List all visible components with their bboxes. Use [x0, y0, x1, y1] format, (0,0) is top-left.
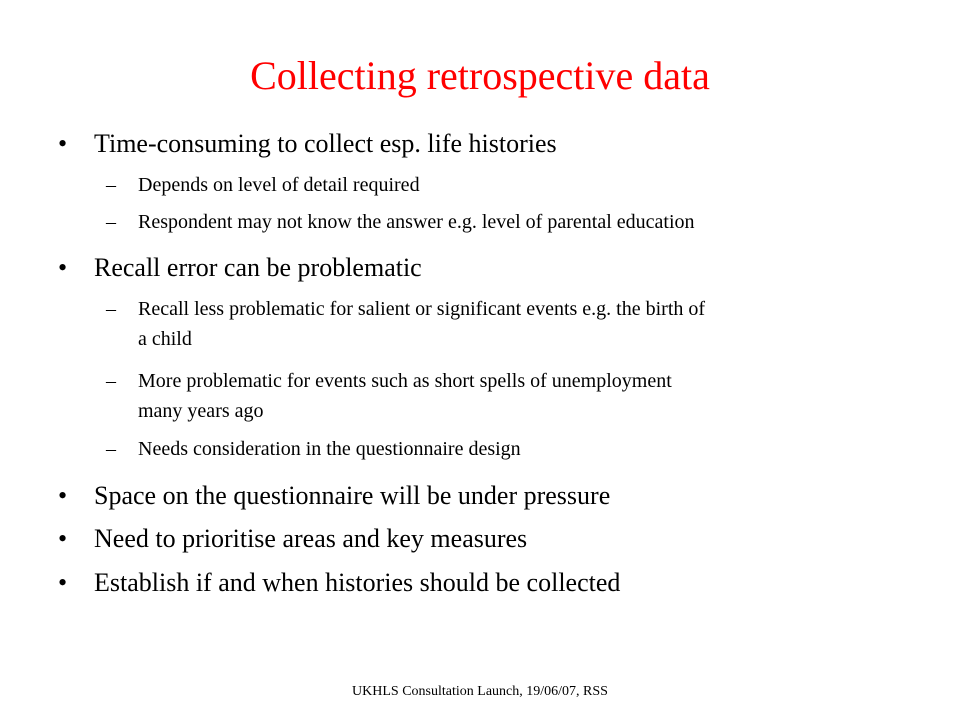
- bullet-text: Establish if and when histories should be collected: [94, 568, 621, 597]
- slide-footer: UKHLS Consultation Launch, 19/06/07, RSS: [352, 684, 608, 699]
- sub-bullet-text: Respondent may not know the answer e.g. level of parental education: [138, 211, 695, 233]
- dash-icon: –: [106, 211, 116, 233]
- sub-bullet-text-continued: a child: [138, 328, 192, 350]
- dash-icon: –: [106, 438, 116, 460]
- sub-bullet-text-continued: many years ago: [138, 400, 264, 422]
- sub-bullet-text: Recall less problematic for salient or significant events e.g. the birth of: [138, 298, 706, 320]
- dash-icon: –: [106, 298, 116, 320]
- bullet-icon: •: [58, 481, 68, 510]
- bullet-text: Recall error can be problematic: [94, 253, 422, 282]
- slide-title: Collecting retrospective data: [250, 53, 710, 98]
- bullet-icon: •: [58, 129, 68, 158]
- dash-icon: –: [106, 174, 116, 196]
- sub-bullet-text: Needs consideration in the questionnaire design: [138, 438, 521, 460]
- bullet-text: Need to prioritise areas and key measures: [94, 524, 528, 553]
- bullet-icon: •: [58, 524, 68, 553]
- bullet-icon: •: [58, 253, 68, 282]
- sub-bullet-text: More problematic for events such as short spells of unemployment: [138, 370, 672, 392]
- dash-icon: –: [106, 370, 116, 392]
- bullet-text: Time-consuming to collect esp. life histories: [94, 129, 557, 158]
- bullet-text: Space on the questionnaire will be under pressure: [94, 481, 611, 510]
- bullet-icon: •: [58, 568, 68, 597]
- sub-bullet-text: Depends on level of detail required: [138, 174, 420, 196]
